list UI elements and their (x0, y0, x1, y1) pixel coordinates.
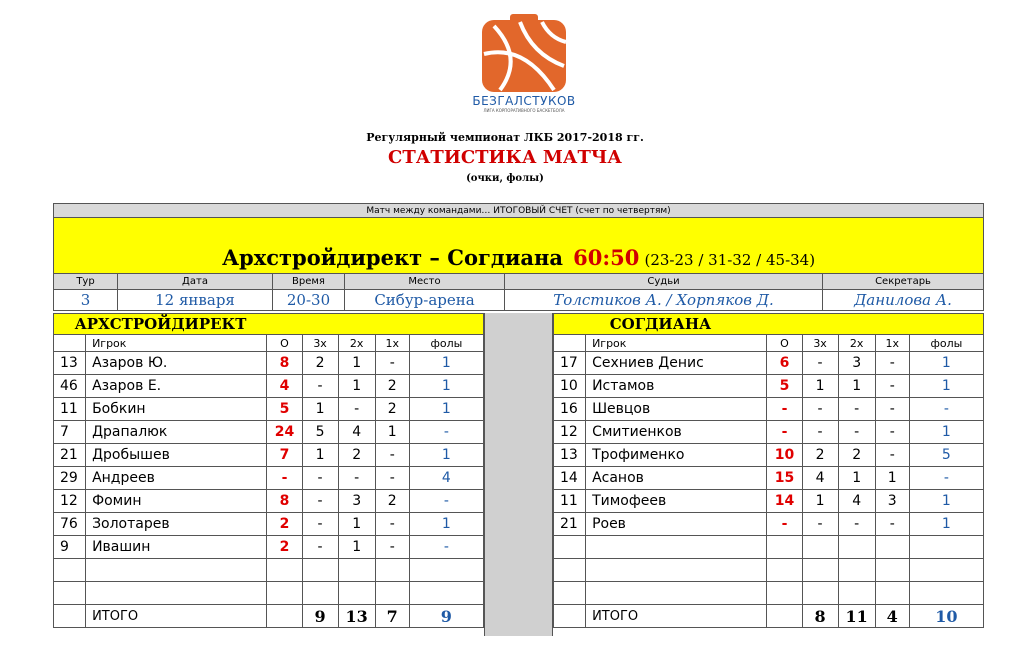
player-name: Истамов (586, 375, 767, 398)
player-name (86, 582, 267, 605)
player-points (767, 582, 802, 605)
player-fouls (409, 582, 483, 605)
player-row (554, 582, 984, 605)
player-two-pointers (838, 536, 875, 559)
match-banner: Матч между командами… ИТОГОВЫЙ СЧЕТ (счет по четвертям) (54, 204, 984, 218)
player-name: Роев (586, 513, 767, 536)
team-name: АРХСТРОЙДИРЕКТ (54, 314, 267, 335)
player-number: 16 (554, 398, 586, 421)
player-fouls: 1 (909, 421, 983, 444)
player-points (767, 536, 802, 559)
player-name: Смитиенков (586, 421, 767, 444)
total-fouls: 10 (909, 605, 983, 628)
player-row (554, 467, 984, 490)
place-value: Сибур-арена (345, 290, 505, 311)
player-points (267, 582, 302, 605)
player-number: 21 (54, 444, 86, 467)
quarter-scores: (23-23 / 31-32 / 45-34) (644, 251, 816, 269)
player-fouls: 1 (909, 352, 983, 375)
player-number (554, 559, 586, 582)
player-fouls: 1 (909, 375, 983, 398)
player-points: 4 (267, 375, 302, 398)
player-free-throws: 2 (375, 398, 409, 421)
player-row (54, 375, 484, 398)
player-free-throws: - (375, 536, 409, 559)
player-two-pointers: 2 (338, 444, 375, 467)
two-pointers-header: 2х (838, 335, 875, 352)
player-two-pointers: 1 (838, 467, 875, 490)
player-three-pointers (802, 559, 838, 582)
player-row (54, 467, 484, 490)
logo-tagline: ЛИГА КОРПОРАТИВНОГО БАСКЕТБОЛА (483, 108, 565, 113)
team-name-fill (767, 314, 984, 335)
match-score-cell (54, 218, 984, 274)
player-three-pointers: - (802, 513, 838, 536)
three-pointers-header: 3х (802, 335, 838, 352)
player-free-throws: 2 (375, 490, 409, 513)
player-number: 12 (554, 421, 586, 444)
player-three-pointers: 1 (802, 490, 838, 513)
player-row (554, 375, 984, 398)
player-number: 13 (554, 444, 586, 467)
player-row (54, 582, 484, 605)
points-header: О (767, 335, 802, 352)
player-three-pointers: 2 (802, 444, 838, 467)
player-row (54, 421, 484, 444)
player-points: 14 (767, 490, 802, 513)
league-logo (466, 14, 582, 112)
player-points: 5 (267, 398, 302, 421)
player-three-pointers (302, 582, 338, 605)
player-two-pointers (338, 559, 375, 582)
player-row (554, 444, 984, 467)
player-row (554, 559, 984, 582)
fouls-header: фолы (909, 335, 983, 352)
player-row (554, 421, 984, 444)
totals-number-cell (54, 605, 86, 628)
referees-label: Судьи (505, 274, 823, 290)
round-label: Тур (54, 274, 118, 290)
secretary-label: Секретарь (823, 274, 984, 290)
player-three-pointers: - (302, 467, 338, 490)
player-name (86, 559, 267, 582)
player-points: - (267, 467, 302, 490)
player-fouls (909, 559, 983, 582)
player-three-pointers: 1 (802, 375, 838, 398)
player-number (54, 582, 86, 605)
totals-points-cell (767, 605, 802, 628)
player-number: 11 (554, 490, 586, 513)
time-value: 20-30 (273, 290, 345, 311)
player-number: 9 (54, 536, 86, 559)
player-two-pointers: - (838, 513, 875, 536)
player-free-throws (375, 559, 409, 582)
player-number: 13 (54, 352, 86, 375)
player-row (54, 444, 484, 467)
player-name: Золотарев (86, 513, 267, 536)
player-free-throws: - (875, 513, 909, 536)
player-points: 8 (267, 490, 302, 513)
player-header: Игрок (86, 335, 267, 352)
place-label: Место (345, 274, 505, 290)
player-number: 21 (554, 513, 586, 536)
number-header (54, 335, 86, 352)
free-throws-header: 1х (875, 335, 909, 352)
player-row (54, 536, 484, 559)
player-points: 2 (267, 536, 302, 559)
player-row (554, 536, 984, 559)
player-free-throws: 1 (375, 421, 409, 444)
player-free-throws: - (875, 398, 909, 421)
total-fouls: 9 (409, 605, 483, 628)
player-free-throws (875, 536, 909, 559)
player-two-pointers: - (338, 467, 375, 490)
player-two-pointers: 3 (838, 352, 875, 375)
player-three-pointers: 4 (802, 467, 838, 490)
player-fouls: - (909, 467, 983, 490)
player-points: 10 (767, 444, 802, 467)
number-header (554, 335, 586, 352)
fouls-header: фолы (409, 335, 483, 352)
player-row (554, 513, 984, 536)
player-fouls: 4 (409, 467, 483, 490)
team-left-table (53, 313, 484, 628)
player-name: Асанов (586, 467, 767, 490)
three-pointers-header: 3х (302, 335, 338, 352)
player-points: 8 (267, 352, 302, 375)
player-row (54, 398, 484, 421)
player-free-throws (375, 582, 409, 605)
player-two-pointers: 1 (338, 536, 375, 559)
secretary-value: Данилова А. (823, 290, 984, 311)
player-free-throws: - (875, 421, 909, 444)
player-number (54, 559, 86, 582)
player-fouls: 1 (409, 375, 483, 398)
player-two-pointers: - (838, 398, 875, 421)
round-value: 3 (54, 290, 118, 311)
player-number: 7 (54, 421, 86, 444)
free-throws-header: 1х (375, 335, 409, 352)
table-separator (484, 313, 553, 636)
player-fouls (909, 536, 983, 559)
player-number: 10 (554, 375, 586, 398)
player-three-pointers: - (302, 490, 338, 513)
page-title: СТАТИСТИКА МАТЧА (388, 147, 622, 168)
two-pointers-header: 2х (338, 335, 375, 352)
player-three-pointers: - (302, 375, 338, 398)
player-name: Дробышев (86, 444, 267, 467)
match-teams: Архстройдирект – Согдиана (221, 245, 563, 270)
page-subtitle: (очки, фолы) (466, 173, 544, 184)
date-value: 12 января (118, 290, 273, 311)
player-name: Азаров Ю. (86, 352, 267, 375)
player-two-pointers (838, 559, 875, 582)
player-name: Бобкин (86, 398, 267, 421)
player-fouls: 1 (409, 352, 483, 375)
player-free-throws: - (875, 352, 909, 375)
points-header: О (267, 335, 302, 352)
player-fouls (909, 582, 983, 605)
player-free-throws: - (875, 375, 909, 398)
totals-label: ИТОГО (586, 605, 767, 628)
player-points (267, 559, 302, 582)
totals-number-cell (554, 605, 586, 628)
player-free-throws (875, 582, 909, 605)
player-fouls (409, 559, 483, 582)
totals-row (554, 605, 984, 628)
player-free-throws: 2 (375, 375, 409, 398)
total-free-throws: 7 (375, 605, 409, 628)
player-three-pointers (802, 536, 838, 559)
player-points: - (767, 513, 802, 536)
player-name: Сехниев Денис (586, 352, 767, 375)
player-fouls: 1 (909, 513, 983, 536)
player-two-pointers: 3 (338, 490, 375, 513)
final-score: 60:50 (573, 245, 640, 270)
player-fouls: - (409, 536, 483, 559)
player-fouls: - (409, 490, 483, 513)
player-number: 46 (54, 375, 86, 398)
player-three-pointers: - (302, 536, 338, 559)
player-header: Игрок (586, 335, 767, 352)
player-points (767, 559, 802, 582)
player-fouls: 1 (909, 490, 983, 513)
totals-points-cell (267, 605, 302, 628)
player-three-pointers: - (302, 513, 338, 536)
player-number: 17 (554, 352, 586, 375)
player-three-pointers: 1 (302, 398, 338, 421)
stats-header-row (54, 335, 484, 352)
player-three-pointers: - (802, 352, 838, 375)
player-points: - (767, 398, 802, 421)
total-free-throws: 4 (875, 605, 909, 628)
player-number (554, 582, 586, 605)
player-name: Ивашин (86, 536, 267, 559)
date-label: Дата (118, 274, 273, 290)
player-free-throws: 3 (875, 490, 909, 513)
player-two-pointers (838, 582, 875, 605)
player-free-throws: 1 (875, 467, 909, 490)
player-name: Шевцов (586, 398, 767, 421)
total-two-pointers: 13 (338, 605, 375, 628)
player-number: 14 (554, 467, 586, 490)
player-points: 5 (767, 375, 802, 398)
player-free-throws: - (375, 467, 409, 490)
player-row (54, 352, 484, 375)
player-number: 11 (54, 398, 86, 421)
player-row (54, 513, 484, 536)
player-name: Азаров Е. (86, 375, 267, 398)
player-free-throws: - (375, 513, 409, 536)
player-three-pointers (802, 582, 838, 605)
player-points: - (767, 421, 802, 444)
player-points: 6 (767, 352, 802, 375)
player-fouls: 5 (909, 444, 983, 467)
stats-header-row (554, 335, 984, 352)
time-label: Время (273, 274, 345, 290)
player-number: 12 (54, 490, 86, 513)
player-two-pointers: 2 (838, 444, 875, 467)
player-name: Фомин (86, 490, 267, 513)
championship-title: Регулярный чемпионат ЛКБ 2017-2018 гг. (366, 131, 644, 144)
player-points: 15 (767, 467, 802, 490)
match-info-table (53, 203, 984, 311)
totals-label: ИТОГО (86, 605, 267, 628)
player-row (554, 398, 984, 421)
player-two-pointers: 1 (338, 375, 375, 398)
player-three-pointers: 1 (302, 444, 338, 467)
logo-brand: БЕЗГАЛСТУКОВ (472, 94, 576, 108)
team-name: СОГДИАНА (554, 314, 767, 335)
player-name: Трофименко (586, 444, 767, 467)
player-two-pointers: 4 (338, 421, 375, 444)
player-number: 29 (54, 467, 86, 490)
player-three-pointers (302, 559, 338, 582)
player-name: Драпалюк (86, 421, 267, 444)
player-number (554, 536, 586, 559)
total-three-pointers: 9 (302, 605, 338, 628)
player-name: Андреев (86, 467, 267, 490)
player-three-pointers: 5 (302, 421, 338, 444)
player-row (54, 490, 484, 513)
player-three-pointers: - (802, 421, 838, 444)
player-two-pointers: 1 (338, 352, 375, 375)
player-free-throws (875, 559, 909, 582)
player-name: Тимофеев (586, 490, 767, 513)
totals-row (54, 605, 484, 628)
player-three-pointers: - (802, 398, 838, 421)
player-free-throws: - (375, 444, 409, 467)
player-two-pointers: 4 (838, 490, 875, 513)
player-fouls: 1 (409, 444, 483, 467)
referees-value: Толстиков А. / Хорпяков Д. (505, 290, 823, 311)
player-name (586, 536, 767, 559)
team-right-table (553, 313, 984, 628)
player-row (54, 559, 484, 582)
total-three-pointers: 8 (802, 605, 838, 628)
player-fouls: - (909, 398, 983, 421)
player-two-pointers (338, 582, 375, 605)
player-points: 7 (267, 444, 302, 467)
player-row (554, 490, 984, 513)
player-two-pointers: - (838, 421, 875, 444)
total-two-pointers: 11 (838, 605, 875, 628)
player-row (554, 352, 984, 375)
player-two-pointers: - (338, 398, 375, 421)
player-fouls: 1 (409, 398, 483, 421)
player-fouls: 1 (409, 513, 483, 536)
player-free-throws: - (875, 444, 909, 467)
player-two-pointers: 1 (838, 375, 875, 398)
player-fouls: - (409, 421, 483, 444)
player-name (586, 559, 767, 582)
player-free-throws: - (375, 352, 409, 375)
player-points: 24 (267, 421, 302, 444)
player-number: 76 (54, 513, 86, 536)
player-name (586, 582, 767, 605)
player-two-pointers: 1 (338, 513, 375, 536)
team-name-fill (267, 314, 484, 335)
player-three-pointers: 2 (302, 352, 338, 375)
player-points: 2 (267, 513, 302, 536)
basketball-logo-icon (480, 14, 568, 94)
